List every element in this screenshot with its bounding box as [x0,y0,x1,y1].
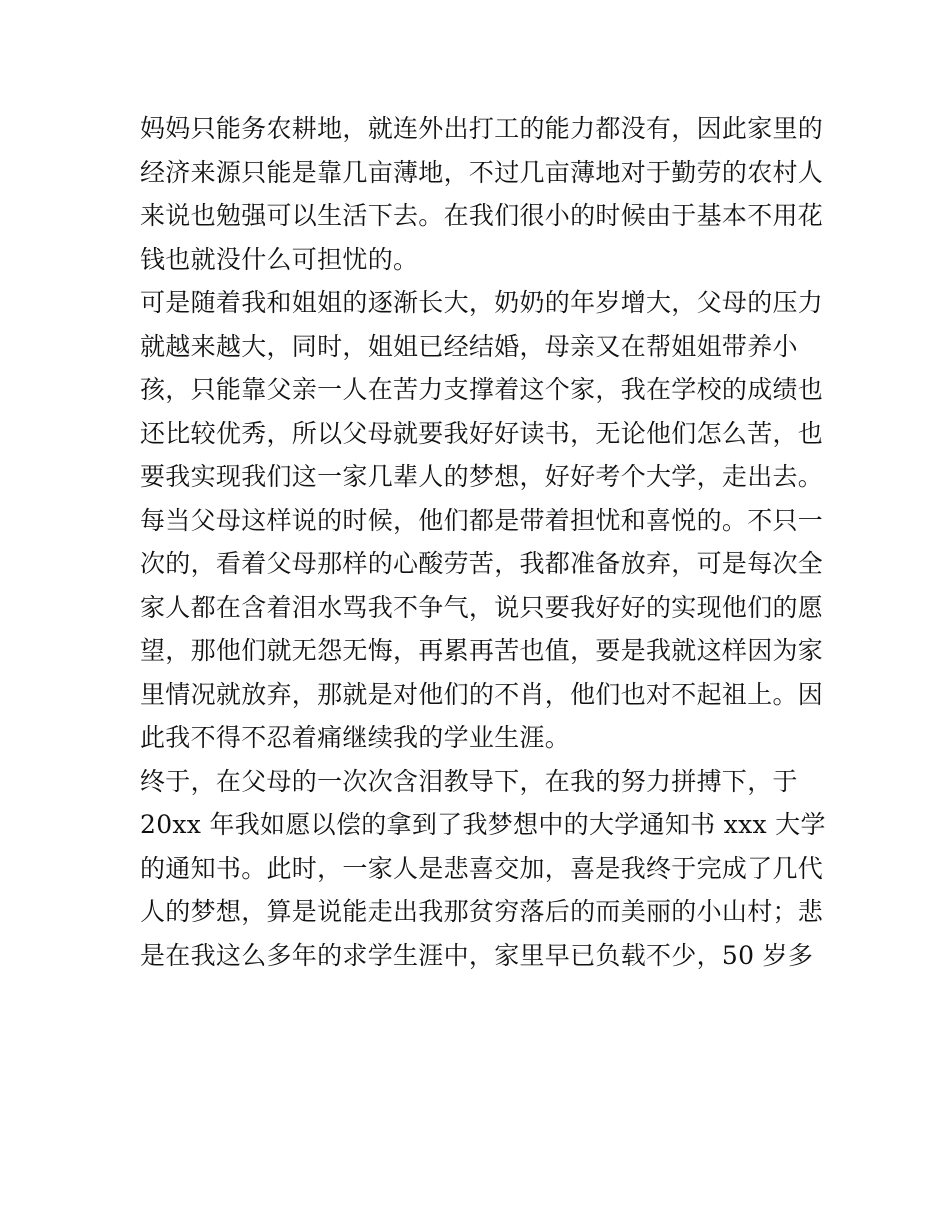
text-line: 次的，看着父母那样的心酸劳苦，我都准备放弃，可是每次全 [140,549,824,578]
text-line: 来说也勉强可以生活下去。在我们很小的时候由于基本不用花 [140,201,824,230]
text-line: 望，那他们就无怨无悔，再累再苦也值，要是我就这样因为家 [140,636,824,665]
text-line: 要我实现我们这一家几辈人的梦想，好好考个大学，走出去。 [140,462,824,491]
text-line: 里情况就放弃，那就是对他们的不肖，他们也对不起祖上。因 [140,679,824,709]
text-line: 家人都在含着泪水骂我不争气，说只要我好好的实现他们的愿 [140,592,824,622]
text-line: 经济来源只能是靠几亩薄地，不过几亩薄地对于勤劳的农村人 [140,157,824,187]
document-body [140,107,826,977]
text-line: 终于，在父母的一次次含泪教导下，在我的努力拼搏下，于 [140,766,798,796]
text-line: 就越来越大，同时，姐姐已经结婚，母亲又在帮姐姐带养小 [140,331,798,361]
text-line: 此我不得不忍着痛继续我的学业生涯。 [140,723,571,752]
text-line: 人的梦想，算是说能走出我那贫穷落后的而美丽的小山村；悲 [140,897,824,926]
text-line: 可是随着我和姐姐的逐渐长大，奶奶的年岁增大，父母的压力 [140,288,824,317]
text-line: 20xx 年我如愿以偿的拿到了我梦想中的大学通知书 xxx 大学 [140,810,826,839]
text-line: 孩，只能靠父亲一人在苦力支撑着这个家，我在学校的成绩也 [140,375,824,404]
text-line: 的通知书。此时，一家人是悲喜交加，喜是我终于完成了几代 [140,853,824,883]
text-line: 还比较优秀，所以父母就要我好好读书，无论他们怎么苦，也 [140,418,824,448]
text-line: 每当父母这样说的时候，他们都是带着担忧和喜悦的。不只一 [140,505,824,535]
text-line: 钱也就没什么可担忧的。 [140,244,419,274]
text-line: 妈妈只能务农耕地，就连外出打工的能力都没有，因此家里的 [140,114,824,143]
text-line: 是在我这么多年的求学生涯中，家里早已负载不少，50 岁多 [140,940,814,970]
